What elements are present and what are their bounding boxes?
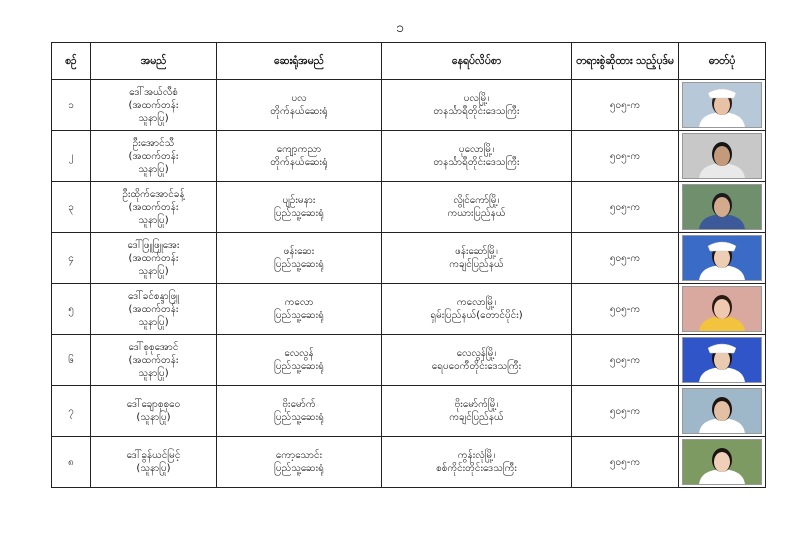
charge-section: ၅၀၅-က: [572, 182, 679, 233]
rank-line-1: (သူနာပြု): [136, 412, 171, 423]
name-text: ဒေါ်စုစုအောင်: [128, 341, 179, 353]
person-name: [91, 335, 217, 386]
hospital-name: [217, 80, 382, 131]
photo-cell: [679, 80, 766, 131]
charge-section: ၅၀၅-က: [572, 233, 679, 284]
photo-cell: [679, 233, 766, 284]
row-number: ၄: [52, 233, 91, 284]
home-address: [382, 386, 572, 437]
row-number: ၃: [52, 182, 91, 233]
table-row: [52, 437, 766, 488]
address-line-1: လေလွန်မြို့၊: [456, 348, 497, 359]
rank-line-2: သူနာပြု): [138, 367, 169, 379]
portrait-image: [683, 389, 761, 433]
rank-line-1: (အထက်တန်း: [128, 150, 179, 162]
hospital-name: [217, 182, 382, 233]
address-line-2: တနင်္သာရီတိုင်းဒေသကြီး: [433, 106, 520, 117]
home-address: [382, 182, 572, 233]
hospital-line-2: ပြည်သူ့ဆေးရုံ: [274, 259, 324, 270]
row-number: ၇: [52, 386, 91, 437]
address-line-1: ပလမြို့၊: [463, 93, 490, 104]
table-row: [52, 80, 766, 131]
hospital-line-2: ပြည်သူ့ဆေးရုံ: [274, 361, 324, 372]
person-name: [91, 437, 217, 488]
hospital-line-2: ပြည်သူ့ဆေးရုံ: [274, 412, 324, 423]
header-name: အမည်: [91, 43, 217, 80]
portrait-image: [683, 287, 761, 331]
hospital-line-1: ကျော့ကညာ: [276, 144, 322, 155]
header-row: [52, 43, 766, 80]
charge-section: ၅၀၅-က: [572, 80, 679, 131]
name-text: ဦးထိုက်အောင်ခန့်: [122, 188, 185, 200]
person-name: [91, 284, 217, 335]
charge-section: ၅၀၅-က: [572, 284, 679, 335]
address-line-1: ကလောမြို့၊: [456, 297, 497, 308]
header-address: နေရပ်လိပ်စာ: [382, 43, 572, 80]
hospital-line-1: ဖန်းဆေး: [283, 246, 315, 257]
charge-section: ၅၀၅-က: [572, 386, 679, 437]
hospital-name: [217, 437, 382, 488]
person-name: [91, 182, 217, 233]
portrait-image: [683, 440, 761, 484]
name-text: ဒေါ်ခွန်ယင်မြင့်: [126, 450, 181, 461]
rank-line-2: သူနာပြု): [138, 265, 169, 277]
charge-section: ၅၀၅-က: [572, 335, 679, 386]
portrait-photo: [682, 388, 762, 434]
photo-cell: [679, 284, 766, 335]
rank-line-1: (အထက်တန်း: [128, 303, 179, 315]
portrait-photo: [682, 286, 762, 332]
table-row: [52, 386, 766, 437]
person-name: [91, 80, 217, 131]
rank-line-1: (အထက်တန်း: [128, 201, 179, 213]
address-line-1: ပုလောမြို့၊: [458, 144, 495, 155]
address-line-2: ကယားပြည်နယ်: [447, 208, 506, 219]
person-name: [91, 131, 217, 182]
rank-line-2: သူနာပြု): [138, 214, 169, 226]
person-name: [91, 233, 217, 284]
address-line-1: ဖန်းဆော်မြို့၊: [455, 246, 498, 257]
hospital-line-2: ပြည်သူ့ဆေးရုံ: [274, 310, 324, 321]
address-line-2: ရှမ်းပြည်နယ်(တောင်ပိုင်း): [430, 310, 523, 321]
name-text: ဒေါ်ချောစုစုဝေ: [126, 399, 181, 410]
hospital-line-2: တိုက်နယ်ဆေးရုံ: [270, 106, 328, 117]
portrait-image: [683, 338, 761, 382]
person-name: [91, 386, 217, 437]
hospital-line-1: ပျဉ်းမနား: [282, 195, 316, 206]
portrait-image: [683, 134, 761, 178]
hospital-name: [217, 131, 382, 182]
photo-cell: [679, 335, 766, 386]
header-no: စဉ်: [52, 43, 91, 80]
address-line-1: လွိုင်ကော်မြို့၊: [453, 195, 500, 206]
photo-cell: [679, 437, 766, 488]
roster-table: [51, 42, 766, 488]
hospital-line-2: ပြည်သူ့ဆေးရုံ: [274, 208, 324, 219]
photo-cell: [679, 386, 766, 437]
hospital-line-1: လေလွန်: [284, 348, 314, 359]
hospital-line-1: ကော့သောင်း: [275, 450, 323, 461]
name-text: ဒေါ်ခင်စန္ဒာဖြူ: [127, 290, 180, 302]
header-hospital: ဆေးရုံအမည်: [217, 43, 382, 80]
table-row: [52, 182, 766, 233]
home-address: [382, 284, 572, 335]
row-number: ၁: [52, 80, 91, 131]
page-number: ၁: [396, 20, 404, 36]
address-line-1: ကွန်းလုံမြို့၊: [457, 450, 496, 461]
hospital-line-2: ပြည်သူ့ဆေးရုံ: [274, 463, 324, 474]
row-number: ၅: [52, 284, 91, 335]
portrait-image: [683, 236, 761, 280]
portrait-photo: [682, 184, 762, 230]
hospital-line-1: ကလော: [284, 297, 314, 308]
home-address: [382, 233, 572, 284]
hospital-name: [217, 386, 382, 437]
photo-cell: [679, 182, 766, 233]
photo-cell: [679, 131, 766, 182]
portrait-image: [683, 83, 761, 127]
rank-line-1: (အထက်တန်း: [128, 252, 179, 264]
rank-line-2: သူနာပြု): [138, 112, 169, 124]
hospital-line-1: ပလ: [291, 93, 307, 104]
table-row: [52, 233, 766, 284]
portrait-image: [683, 185, 761, 229]
home-address: [382, 335, 572, 386]
portrait-photo: [682, 439, 762, 485]
address-line-2: ကချင်ပြည်နယ်: [449, 412, 504, 423]
header-photo: ဓာတ်ပုံ: [679, 43, 766, 80]
home-address: [382, 437, 572, 488]
name-text: ဦးအောင်သီ: [132, 137, 175, 149]
address-line-1: ဗိုးမော်က်မြို့၊: [454, 399, 499, 410]
rank-line-1: (အထက်တန်း: [128, 354, 179, 366]
hospital-line-2: တိုက်နယ်ဆေးရုံ: [270, 157, 328, 168]
table-row: [52, 335, 766, 386]
hospital-name: [217, 233, 382, 284]
home-address: [382, 131, 572, 182]
charge-section: ၅၀၅-က: [572, 131, 679, 182]
rank-line-1: (သူနာပြု): [136, 463, 171, 474]
table-row: [52, 131, 766, 182]
hospital-line-1: ဗိုးမော်က်: [282, 399, 316, 410]
portrait-photo: [682, 133, 762, 179]
header-section: တရားစွဲဆိုထား သည့်ပုဒ်မ: [572, 43, 679, 80]
charge-section: ၅၀၅-က: [572, 437, 679, 488]
hospital-name: [217, 335, 382, 386]
rank-line-2: သူနာပြု): [138, 316, 169, 328]
portrait-photo: [682, 82, 762, 128]
address-line-2: ကချင်ပြည်နယ်: [449, 259, 504, 270]
rank-line-2: သူနာပြု): [138, 163, 169, 175]
row-number: ၆: [52, 335, 91, 386]
portrait-photo: [682, 337, 762, 383]
address-line-2: ရေပဝေကီတိုင်းဒေသကြီး: [431, 361, 522, 372]
home-address: [382, 80, 572, 131]
row-number: ၂: [52, 131, 91, 182]
table-row: [52, 284, 766, 335]
address-line-2: တနင်္သာရီတိုင်းဒေသကြီး: [433, 157, 520, 168]
row-number: ၈: [52, 437, 91, 488]
name-text: ဒေါ်ဖြူဖြူအေး: [127, 239, 180, 251]
name-text: ဒေါ်အယ်လီစံ: [129, 86, 178, 98]
rank-line-1: (အထက်တန်း: [128, 99, 179, 111]
hospital-name: [217, 284, 382, 335]
portrait-photo: [682, 235, 762, 281]
address-line-2: စစ်ကိုင်းတိုင်းဒေသကြီး: [436, 463, 517, 474]
